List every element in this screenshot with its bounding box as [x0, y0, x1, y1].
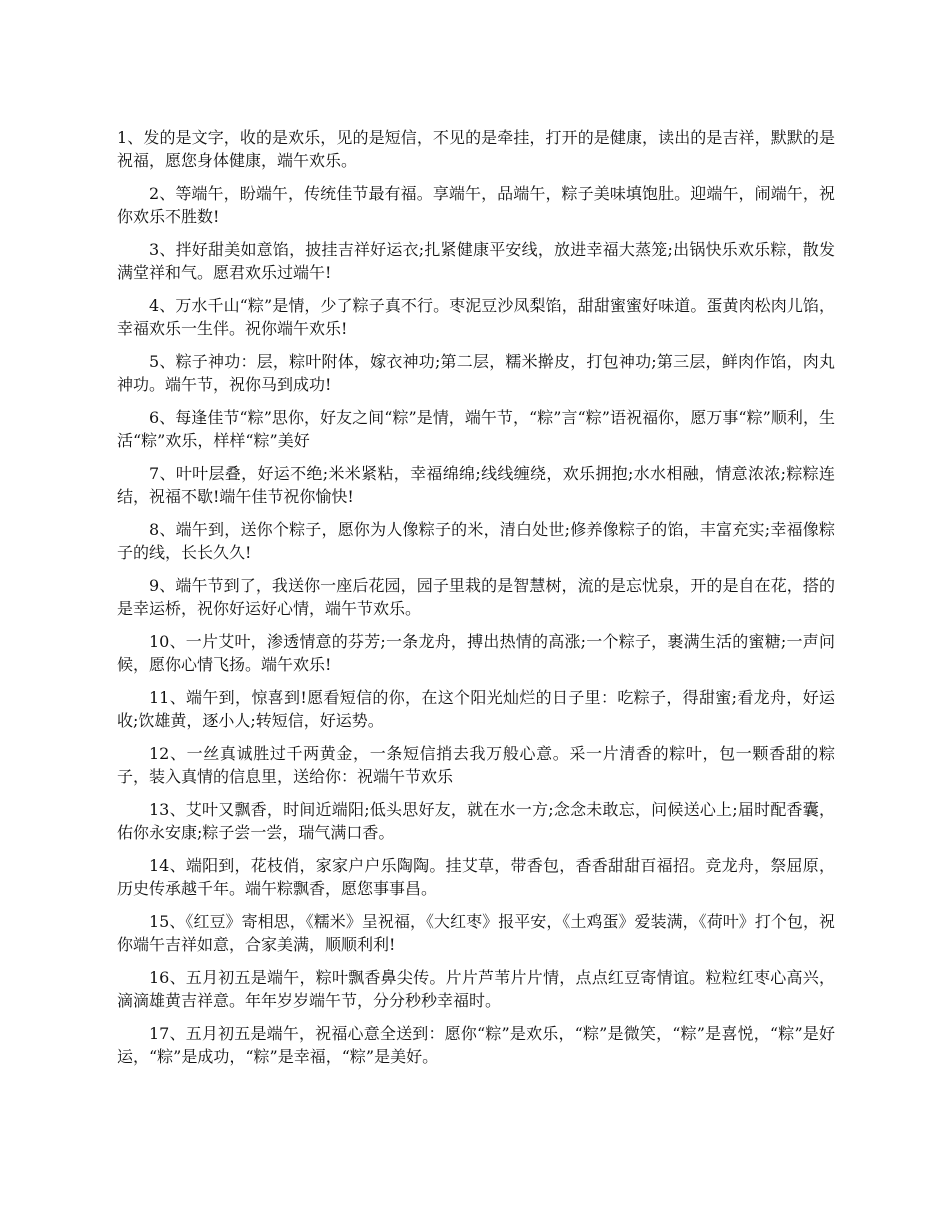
paragraph-5: 5、粽子神功：层，粽叶附体，嫁衣神功;第二层，糯米擀皮，打包神功;第三层，鲜肉作馅，肉丸神功。端午节，祝你马到成功! [117, 352, 835, 394]
paragraph-6: 6、每逢佳节“粽”思你，好友之间“粽”是情，端午节，“粽”言“粽”语祝福你，愿万事“粽”顺利，生活“粽”欢乐，样样“粽”美好 [117, 408, 835, 450]
document-body [117, 126, 835, 1078]
paragraph-12: 12、一丝真诚胜过千两黄金，一条短信捎去我万般心意。采一片清香的粽叶，包一颗香甜的粽子，装入真情的信息里，送给你：祝端午节欢乐 [117, 744, 835, 786]
paragraph-8: 8、端午到，送你个粽子，愿你为人像粽子的米，清白处世;修养像粽子的馅，丰富充实;幸福像粽子的线，长长久久! [117, 520, 835, 562]
paragraph-1: 1、发的是文字，收的是欢乐，见的是短信，不见的是牵挂，打开的是健康，读出的是吉祥，默默的是祝福，愿您身体健康，端午欢乐。 [117, 128, 835, 170]
paragraph-16: 16、五月初五是端午，粽叶飘香鼻尖传。片片芦苇片片情，点点红豆寄情谊。粒粒红枣心高兴，滴滴雄黄吉祥意。年年岁岁端午节，分分秒秒幸福时。 [117, 968, 835, 1010]
paragraph-10: 10、一片艾叶，渗透情意的芬芳;一条龙舟，搏出热情的高涨;一个粽子，裹满生活的蜜糖;一声问候，愿你心情飞扬。端午欢乐! [117, 632, 835, 674]
paragraph-7: 7、叶叶层叠，好运不绝;米米紧粘，幸福绵绵;线线缠绕，欢乐拥抱;水水相融，情意浓浓;粽粽连结，祝福不歇!端午佳节祝你愉快! [117, 464, 835, 506]
paragraph-14: 14、端阳到，花枝俏，家家户户乐陶陶。挂艾草，带香包，香香甜甜百福招。竞龙舟，祭屈原，历史传承越千年。端午粽飘香，愿您事事昌。 [117, 856, 835, 898]
paragraph-9: 9、端午节到了，我送你一座后花园，园子里栽的是智慧树，流的是忘忧泉，开的是自在花，搭的是幸运桥，祝你好运好心情，端午节欢乐。 [117, 576, 835, 618]
paragraph-11: 11、端午到，惊喜到!愿看短信的你，在这个阳光灿烂的日子里：吃粽子，得甜蜜;看龙舟，好运收;饮雄黄，逐小人;转短信，好运势。 [117, 688, 835, 730]
paragraph-2: 2、等端午，盼端午，传统佳节最有福。享端午，品端午，粽子美味填饱肚。迎端午，闹端午，祝你欢乐不胜数! [117, 184, 835, 226]
paragraph-13: 13、艾叶又飘香，时间近端阳;低头思好友，就在水一方;念念未敢忘，问候送心上;届时配香囊，佑你永安康;粽子尝一尝，瑞气满口香。 [117, 800, 835, 842]
paragraph-17: 17、五月初五是端午，祝福心意全送到：愿你“粽”是欢乐，“粽”是微笑，“粽”是喜悦，“粽”是好运，“粽”是成功，“粽”是幸福，“粽”是美好。 [117, 1024, 835, 1066]
paragraph-15: 15、《红豆》寄相思，《糯米》呈祝福，《大红枣》报平安，《土鸡蛋》爱装满，《荷叶》打个包，祝你端午吉祥如意，合家美满，顺顺利利! [117, 912, 835, 954]
paragraph-3: 3、拌好甜美如意馅，披挂吉祥好运衣;扎紧健康平安线，放进幸福大蒸笼;出锅快乐欢乐粽，散发满堂祥和气。愿君欢乐过端午! [117, 240, 835, 282]
paragraph-4: 4、万水千山“粽”是情，少了粽子真不行。枣泥豆沙凤梨馅，甜甜蜜蜜好味道。蛋黄肉松肉儿馅，幸福欢乐一生伴。祝你端午欢乐! [117, 296, 835, 338]
